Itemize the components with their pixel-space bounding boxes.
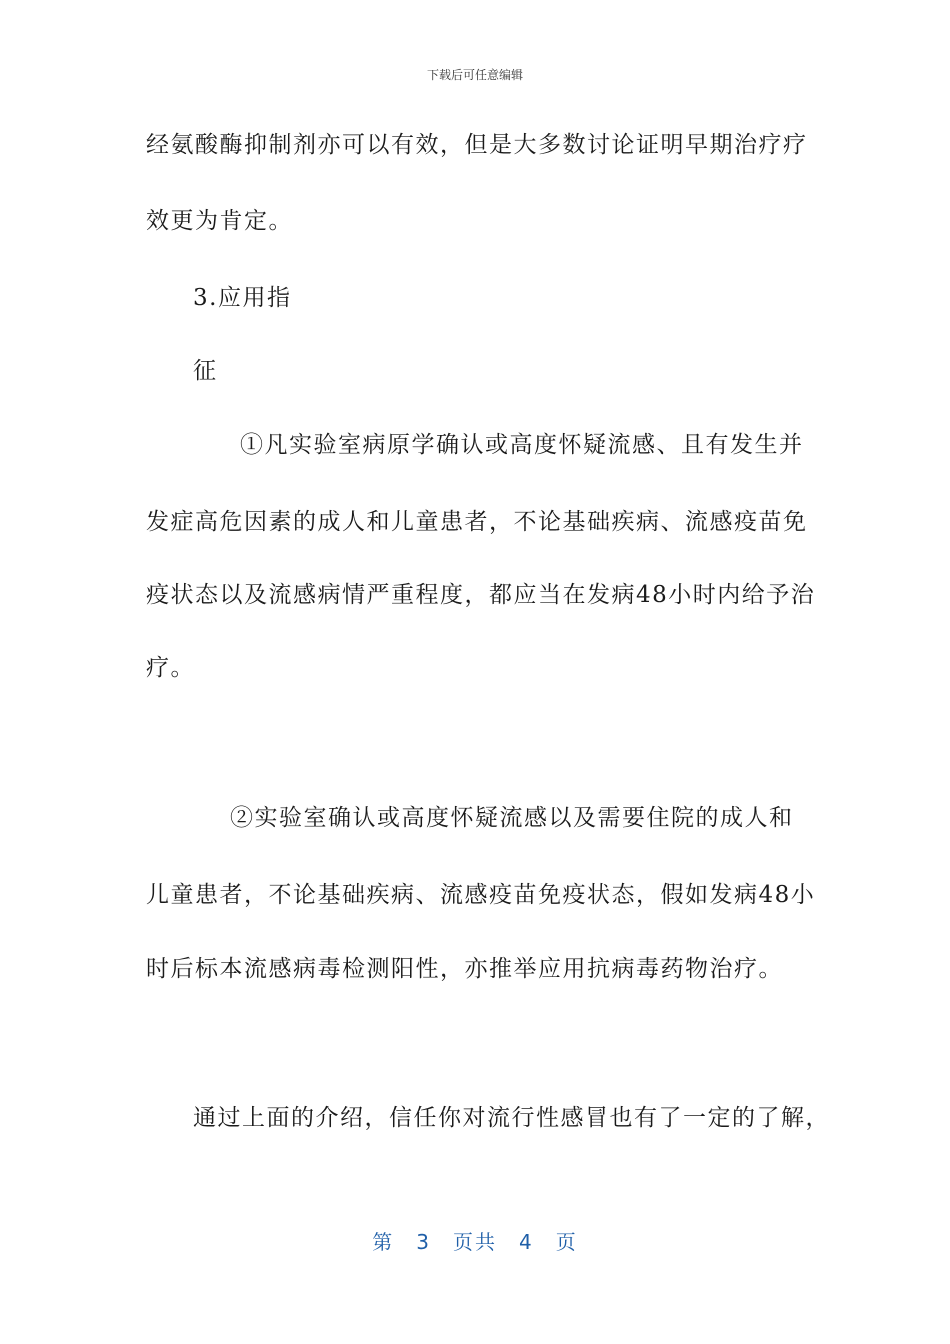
footer-total-pages: 4 bbox=[519, 1230, 534, 1254]
page-footer bbox=[0, 1226, 950, 1255]
footer-current-page: 3 bbox=[416, 1230, 431, 1254]
footer-prefix: 第 bbox=[372, 1230, 395, 1254]
body-line-7: 疫状态以及流感病情严重程度，都应当在发病48小时内给予治 bbox=[146, 582, 816, 608]
footer-suffix: 页 bbox=[555, 1230, 578, 1254]
body-line-1: 经氨酸酶抑制剂亦可以有效，但是大多数讨论证明早期治疗疗 bbox=[146, 132, 808, 158]
body-line-8: 疗。 bbox=[146, 655, 195, 681]
page-header-note: 下载后可任意编辑 bbox=[426, 68, 523, 82]
section-heading-part-1: 3.应用指 bbox=[193, 285, 292, 311]
footer-middle: 页共 bbox=[453, 1230, 497, 1254]
body-line-6: 发症高危因素的成人和儿童患者，不论基础疾病、流感疫苗免 bbox=[146, 509, 808, 535]
body-line-9: ②实验室确认或高度怀疑流感以及需要住院的成人和 bbox=[230, 805, 794, 831]
section-heading-part-2: 征 bbox=[193, 358, 218, 384]
body-line-12: 通过上面的介绍，信任你对流行性感冒也有了一定的了解， bbox=[193, 1105, 830, 1131]
body-line-2: 效更为肯定。 bbox=[146, 208, 293, 234]
body-line-11: 时后标本流感病毒检测阳性，亦推举应用抗病毒药物治疗。 bbox=[146, 956, 783, 982]
body-line-10: 儿童患者，不论基础疾病、流感疫苗免疫状态，假如发病48小 bbox=[146, 882, 816, 908]
body-line-5: ①凡实验室病原学确认或高度怀疑流感、且有发生并 bbox=[240, 432, 804, 458]
